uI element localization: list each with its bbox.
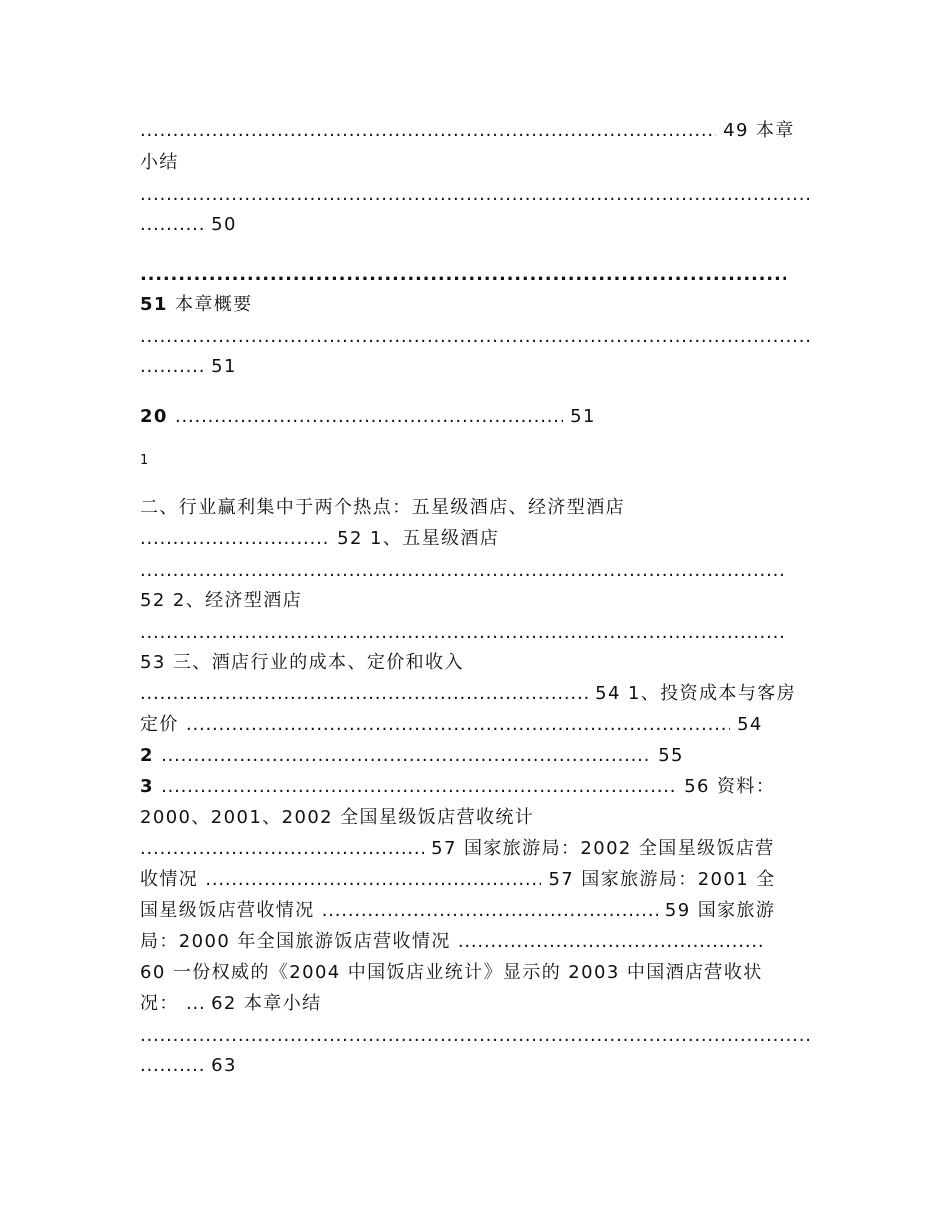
toc-row bbox=[140, 496, 812, 520]
toc-row bbox=[140, 930, 812, 954]
entry-title: 定价 bbox=[140, 714, 179, 735]
entry-title: 2、经济型酒店 bbox=[172, 590, 303, 611]
toc-row bbox=[140, 682, 812, 706]
toc-row bbox=[140, 744, 812, 768]
page-ref: 57 bbox=[431, 838, 457, 859]
toc-row bbox=[140, 621, 812, 645]
toc-row bbox=[140, 183, 812, 207]
toc-row bbox=[140, 961, 812, 985]
page-ref: 50 bbox=[211, 214, 237, 235]
toc-row bbox=[140, 589, 812, 613]
entry-title: 国家旅游局：2002 全国星级饭店营 bbox=[463, 838, 775, 859]
toc-row bbox=[140, 1024, 812, 1048]
page-ref: 49 bbox=[723, 120, 749, 141]
entry-title: 资料： bbox=[717, 776, 776, 797]
entry-title: 三、酒店行业的成本、定价和收入 bbox=[172, 652, 464, 673]
page-ref: 55 bbox=[658, 745, 684, 766]
toc-row bbox=[140, 293, 812, 317]
toc-row bbox=[140, 713, 812, 737]
page-ref: 52 bbox=[140, 590, 166, 611]
page-ref: 54 bbox=[595, 683, 621, 704]
page-ref: 56 bbox=[684, 776, 710, 797]
page-ref: 51 bbox=[211, 356, 237, 377]
entry-title: 2000、2001、2002 全国星级饭店营收统计 bbox=[140, 807, 535, 828]
entry-title: 小结 bbox=[140, 152, 179, 173]
entry-title: 国家旅游 bbox=[697, 900, 776, 921]
entry-title: 国家旅游局：2001 全 bbox=[581, 869, 776, 890]
toc-row bbox=[140, 899, 812, 923]
entry-title: 局：2000 年全国旅游饭店营收情况 bbox=[140, 931, 451, 952]
entry-number: 2 bbox=[140, 745, 154, 766]
toc-row bbox=[140, 806, 812, 830]
page-ref: 57 bbox=[548, 869, 575, 890]
entry-title: 国星级饭店营收情况 bbox=[140, 900, 315, 921]
entry-title: 1、五星级酒店 bbox=[369, 528, 500, 549]
entry-number: 20 bbox=[140, 406, 168, 427]
toc-row bbox=[140, 527, 812, 551]
toc-row bbox=[140, 325, 812, 349]
toc-row bbox=[140, 405, 812, 429]
toc-row bbox=[140, 559, 812, 583]
toc-row bbox=[140, 775, 812, 799]
entry-title: 1、投资成本与客房 bbox=[627, 683, 797, 704]
entry-title: 况： bbox=[140, 993, 179, 1014]
toc-row bbox=[140, 151, 812, 175]
page-ref: 51 bbox=[570, 406, 596, 427]
entry-title: 本章概要 bbox=[174, 294, 253, 315]
toc-row bbox=[140, 868, 812, 892]
toc-row bbox=[140, 651, 812, 675]
entry-number: 3 bbox=[140, 776, 154, 797]
entry-title: 本章 bbox=[755, 120, 795, 141]
toc-row bbox=[140, 213, 812, 237]
toc-row bbox=[140, 119, 812, 143]
page-ref: 62 bbox=[211, 993, 237, 1014]
page-ref: 51 bbox=[140, 294, 168, 315]
page-ref: 53 bbox=[140, 652, 166, 673]
page-ref: 60 bbox=[140, 962, 166, 983]
toc-row bbox=[140, 1054, 812, 1078]
page-ref: 54 bbox=[737, 714, 763, 735]
entry-title: 二、行业赢利集中于两个热点：五星级酒店、经济型酒店 bbox=[140, 497, 625, 518]
entry-title: 收情况 bbox=[140, 869, 199, 890]
toc-row bbox=[140, 992, 812, 1016]
page-ref: 59 bbox=[664, 900, 691, 921]
page-ref: 52 bbox=[337, 528, 363, 549]
toc-row bbox=[140, 355, 812, 379]
toc-row bbox=[140, 263, 812, 287]
toc-row bbox=[140, 837, 812, 861]
entry-title: 一份权威的《2004 中国饭店业统计》显示的 2003 中国酒店营收状 bbox=[172, 962, 763, 983]
page-ref: 63 bbox=[211, 1055, 237, 1076]
entry-title: 本章小结 bbox=[243, 993, 322, 1014]
page-number: 1 bbox=[140, 453, 149, 468]
